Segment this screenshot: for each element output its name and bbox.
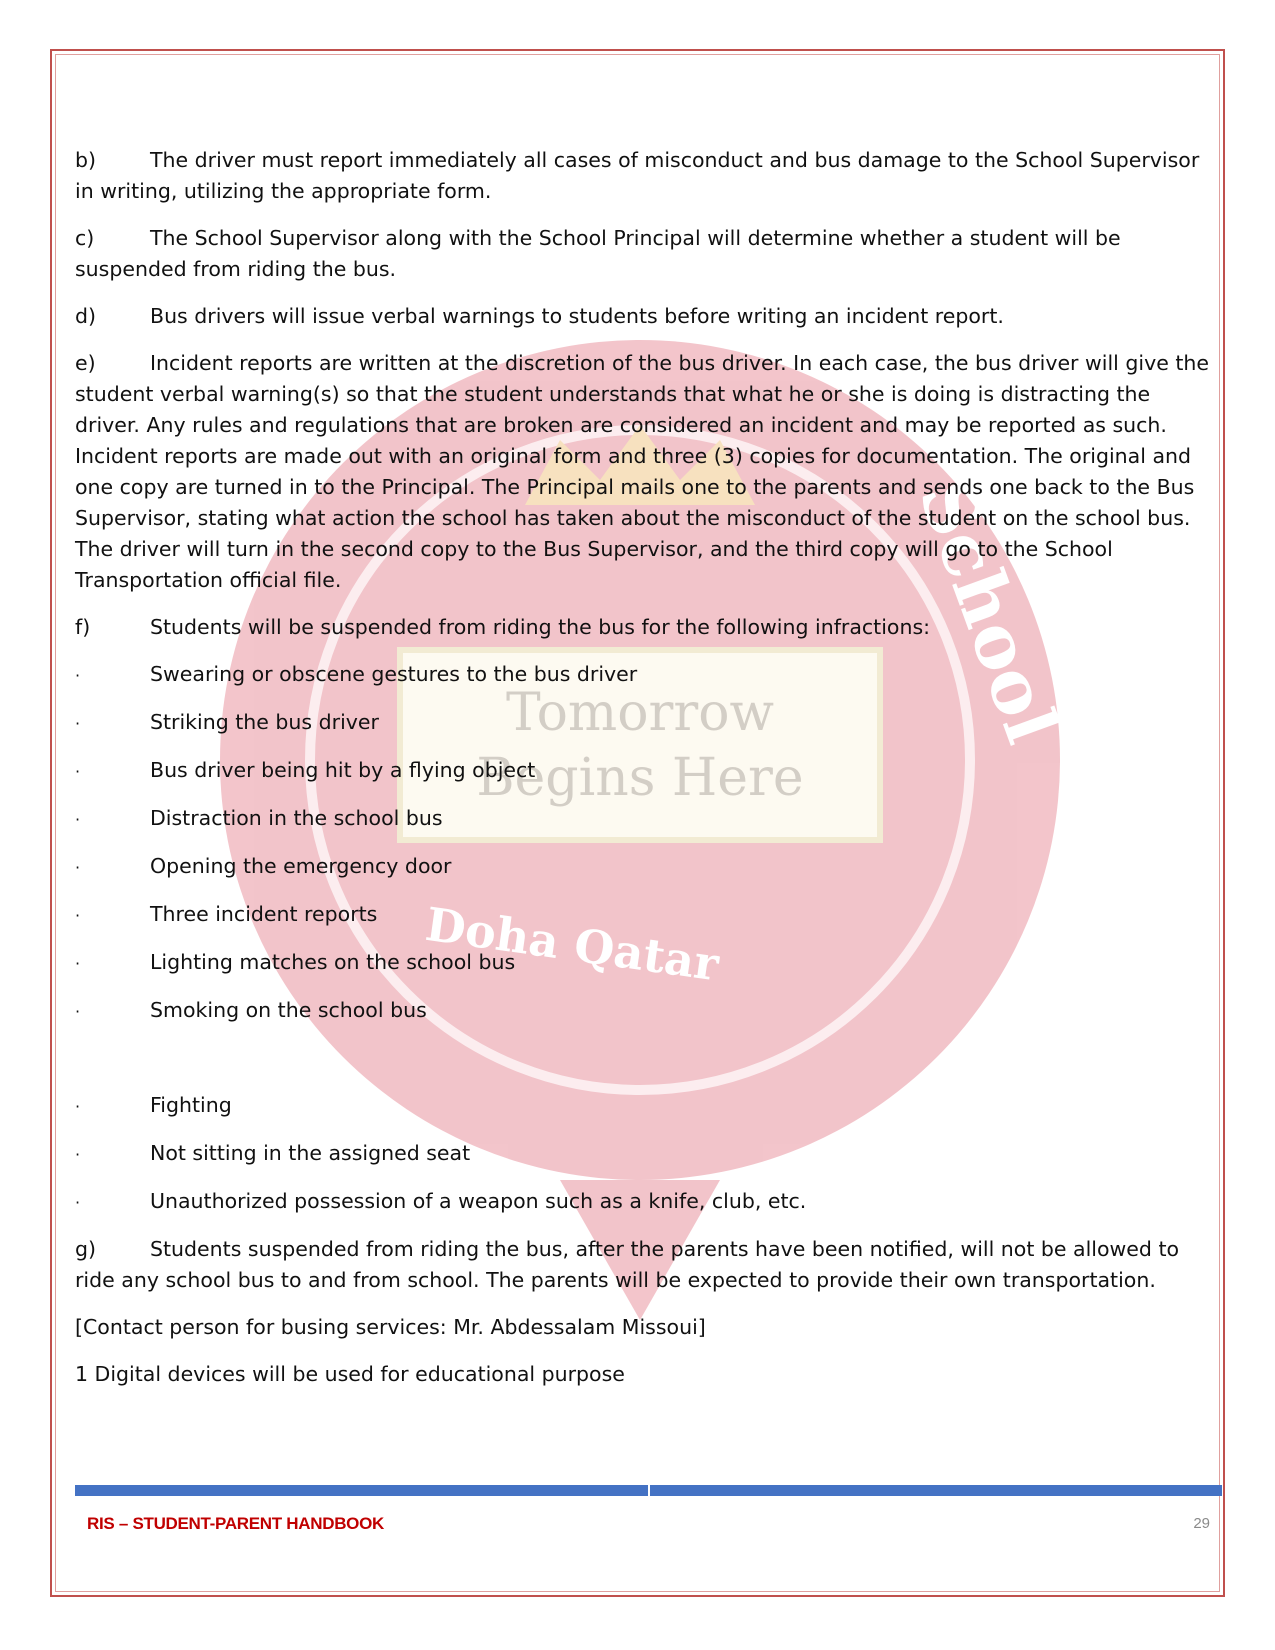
paragraph-text: Students suspended from riding the bus, after the parents have been notified, will not be allowed to ride any school bus to and from school. The parents will be expected to provide their own transportation. [75,1237,1180,1292]
infraction-item [75,803,1220,835]
footer-rule-divider [648,1485,650,1496]
infraction-item [75,755,1220,787]
paragraph-label: c) [75,226,95,250]
paragraph-f [75,612,1220,643]
paragraph-text: The driver must report immediately all cases of misconduct and bus damage to the School Supervisor in writing, utilizing the appropriate form. [75,148,1200,203]
infraction-item [75,659,1220,691]
paragraph-text: Students will be suspended from riding the bus for the following infractions: [150,615,931,639]
bullet-icon: · [75,1193,81,1212]
infraction-item [75,947,1220,979]
note-line: 1 Digital devices will be used for educational purpose [75,1362,625,1386]
infraction-text: Striking the bus driver [150,710,379,734]
paragraph-text: Incident reports are written at the discretion of the bus driver. In each case, the bus driver will give the student verbal warning(s) so that the student understands that what he or she is doing is distracting the driver. Any rules and regulations that are broken are considered an incident and may be reported as such. Incident reports are made out with an original form and three (3) copies for documentation. The original and one copy are turned in to the Principal. The Principal mails one to the parents and sends one back to the Bus Supervisor, stating what action the school has taken about the misconduct of the student on the school bus. The driver will turn in the second copy to the Bus Supervisor, and the third copy will go to the School Transportation official file. [75,351,1209,592]
watermark-bottom-text: Doha Qatar [422,896,723,992]
paragraph-text: Bus drivers will issue verbal warnings to students before writing an incident report. [150,304,1004,328]
infraction-text: Smoking on the school bus [150,998,427,1022]
watermark-book-line-2: Begins Here [476,748,804,808]
bullet-icon: · [75,810,81,829]
bullet-icon: · [75,1002,81,1021]
infraction-item [75,1090,1220,1122]
bullet-icon: · [75,1145,81,1164]
infraction-item [75,1138,1220,1170]
infraction-item [75,707,1220,739]
bullet-icon: · [75,714,81,733]
paragraph-c [75,223,1220,285]
infraction-text: Bus driver being hit by a flying object [150,758,536,782]
infraction-item [75,995,1220,1027]
infraction-text: Three incident reports [150,902,378,926]
paragraph-label: f) [75,615,91,639]
paragraph-e [75,348,1220,596]
document-body [75,145,1220,1406]
paragraph-text: The School Supervisor along with the School Principal will determine whether a student will be suspended from riding the bus. [75,226,1121,281]
watermark-arc-word: School [902,469,1076,754]
infraction-text: Opening the emergency door [150,854,452,878]
bullet-icon: · [75,1097,81,1116]
infraction-item [75,1186,1220,1218]
infraction-text: Not sitting in the assigned seat [150,1141,471,1165]
infraction-text: Lighting matches on the school bus [150,950,516,974]
paragraph-b [75,145,1220,207]
bullet-icon: · [75,762,81,781]
infraction-item [75,899,1220,931]
bullet-icon: · [75,954,81,973]
contact-line: [Contact person for busing services: Mr. Abdessalam Missoui] [75,1315,706,1339]
infraction-text: Distraction in the school bus [150,806,443,830]
paragraph-g [75,1234,1220,1296]
paragraph-label: g) [75,1237,97,1261]
paragraph-label: b) [75,148,97,172]
page-number: 29 [1193,1515,1210,1532]
bullet-icon: · [75,858,81,877]
infraction-text: Swearing or obscene gestures to the bus driver [150,662,638,686]
bullet-icon: · [75,906,81,925]
watermark-book-line-1: Tomorrow [505,683,775,743]
bullet-icon: · [75,666,81,685]
paragraph-d [75,301,1220,332]
infraction-text: Fighting [150,1093,232,1117]
infraction-text: Unauthorized possession of a weapon such as a knife, club, etc. [150,1189,807,1213]
footer-title: RIS – STUDENT-PARENT HANDBOOK [87,1514,385,1533]
paragraph-label: d) [75,304,97,328]
paragraph-label: e) [75,351,96,375]
infraction-item [75,851,1220,883]
